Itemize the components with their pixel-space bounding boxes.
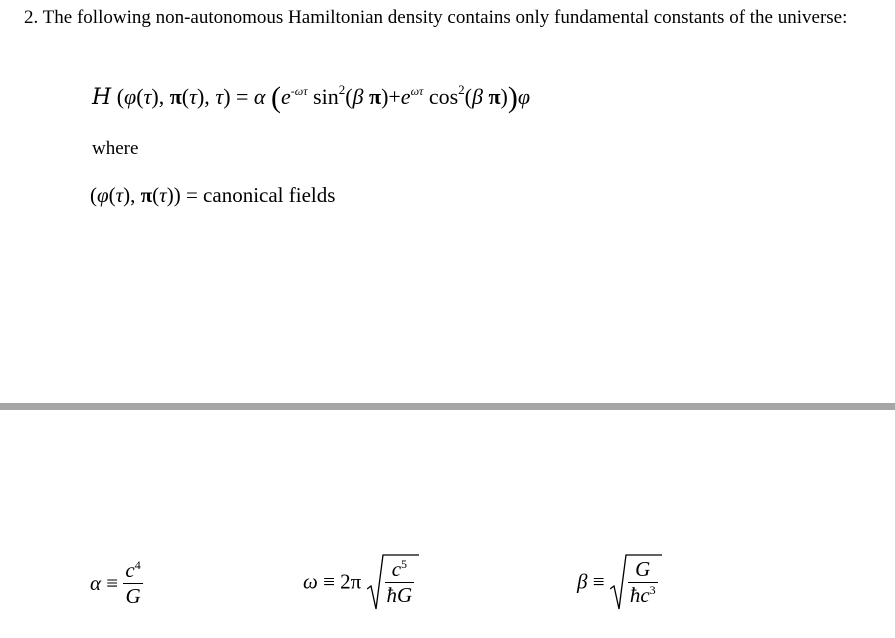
pi-symbol: π [369,84,382,109]
phi-symbol: φ [124,84,137,109]
G-symbol: G [123,583,142,609]
beta-symbol: β [472,84,483,109]
c-symbol: c [125,558,135,582]
tau-symbol: τ [115,183,124,207]
pos-exponent: ωτ [410,84,424,98]
neg-exponent: -ωτ [290,84,308,98]
beta-symbol: β [577,569,588,594]
tau-symbol: τ [159,183,167,207]
c-symbol: c [391,557,402,581]
alpha-symbol: α [253,84,266,109]
G-symbol: G [635,557,651,581]
sin-function: sin [313,84,339,109]
problem-number: 2. [24,7,39,28]
exp-e: e [400,84,411,109]
pi-symbol: π [140,183,153,207]
power-3: 3 [649,583,656,597]
phi-symbol: φ [97,183,109,207]
exp-e: e [280,84,291,109]
two-pi: 2π [340,569,362,594]
section-divider [0,403,895,410]
square-power: 2 [338,82,346,97]
pi-symbol: π [488,84,501,109]
hbar-G: ħG [386,583,413,607]
omega-symbol: ω [303,569,318,594]
hamiltonian-symbol: H [92,85,112,110]
problem-statement [24,5,884,30]
alpha-fraction [123,558,142,609]
hamiltonian-equation: H (φ(τ), π(τ), τ) = α ($e^{-\omega\tau}$ $\sin^2(\beta$ $\pi)+e^{\omega\tau}$ $\cos^2(\beta$ π))φ [92,81,531,114]
power-5: 5 [401,557,408,571]
omega-sqrt [367,553,419,611]
fields-definition: (φ(τ), π(τ)) = canonical fields [90,183,336,207]
beta-sqrt [610,553,662,611]
beta-fraction [628,557,658,608]
pi-symbol: π [169,84,182,109]
problem-text: The following non-autonomous Hamiltonian density contains only fundamental constants of the universe: [42,7,848,28]
power-4: 4 [134,558,141,572]
alpha-definition: α ≡ $\frac{c^4}{G}$ [90,558,141,608]
hbar-c: ħc [629,583,650,607]
tau-symbol: τ [215,84,224,109]
beta-definition: β ≡ $\frac{G}{ħc^3}$ [577,553,662,611]
cos-function: cos [428,84,459,109]
alpha-symbol: α [90,571,102,595]
where-label: where [92,138,139,159]
tau-symbol: τ [189,84,197,109]
omega-fraction [385,557,415,608]
phi-symbol: φ [517,84,531,109]
fields-rhs: canonical fields [203,183,336,207]
omega-definition: ω ≡ 2π $\frac{c^5}{ħG}$ [303,553,419,611]
square-power: 2 [458,82,465,97]
tau-symbol: τ [143,84,152,109]
beta-symbol: β [352,84,364,109]
